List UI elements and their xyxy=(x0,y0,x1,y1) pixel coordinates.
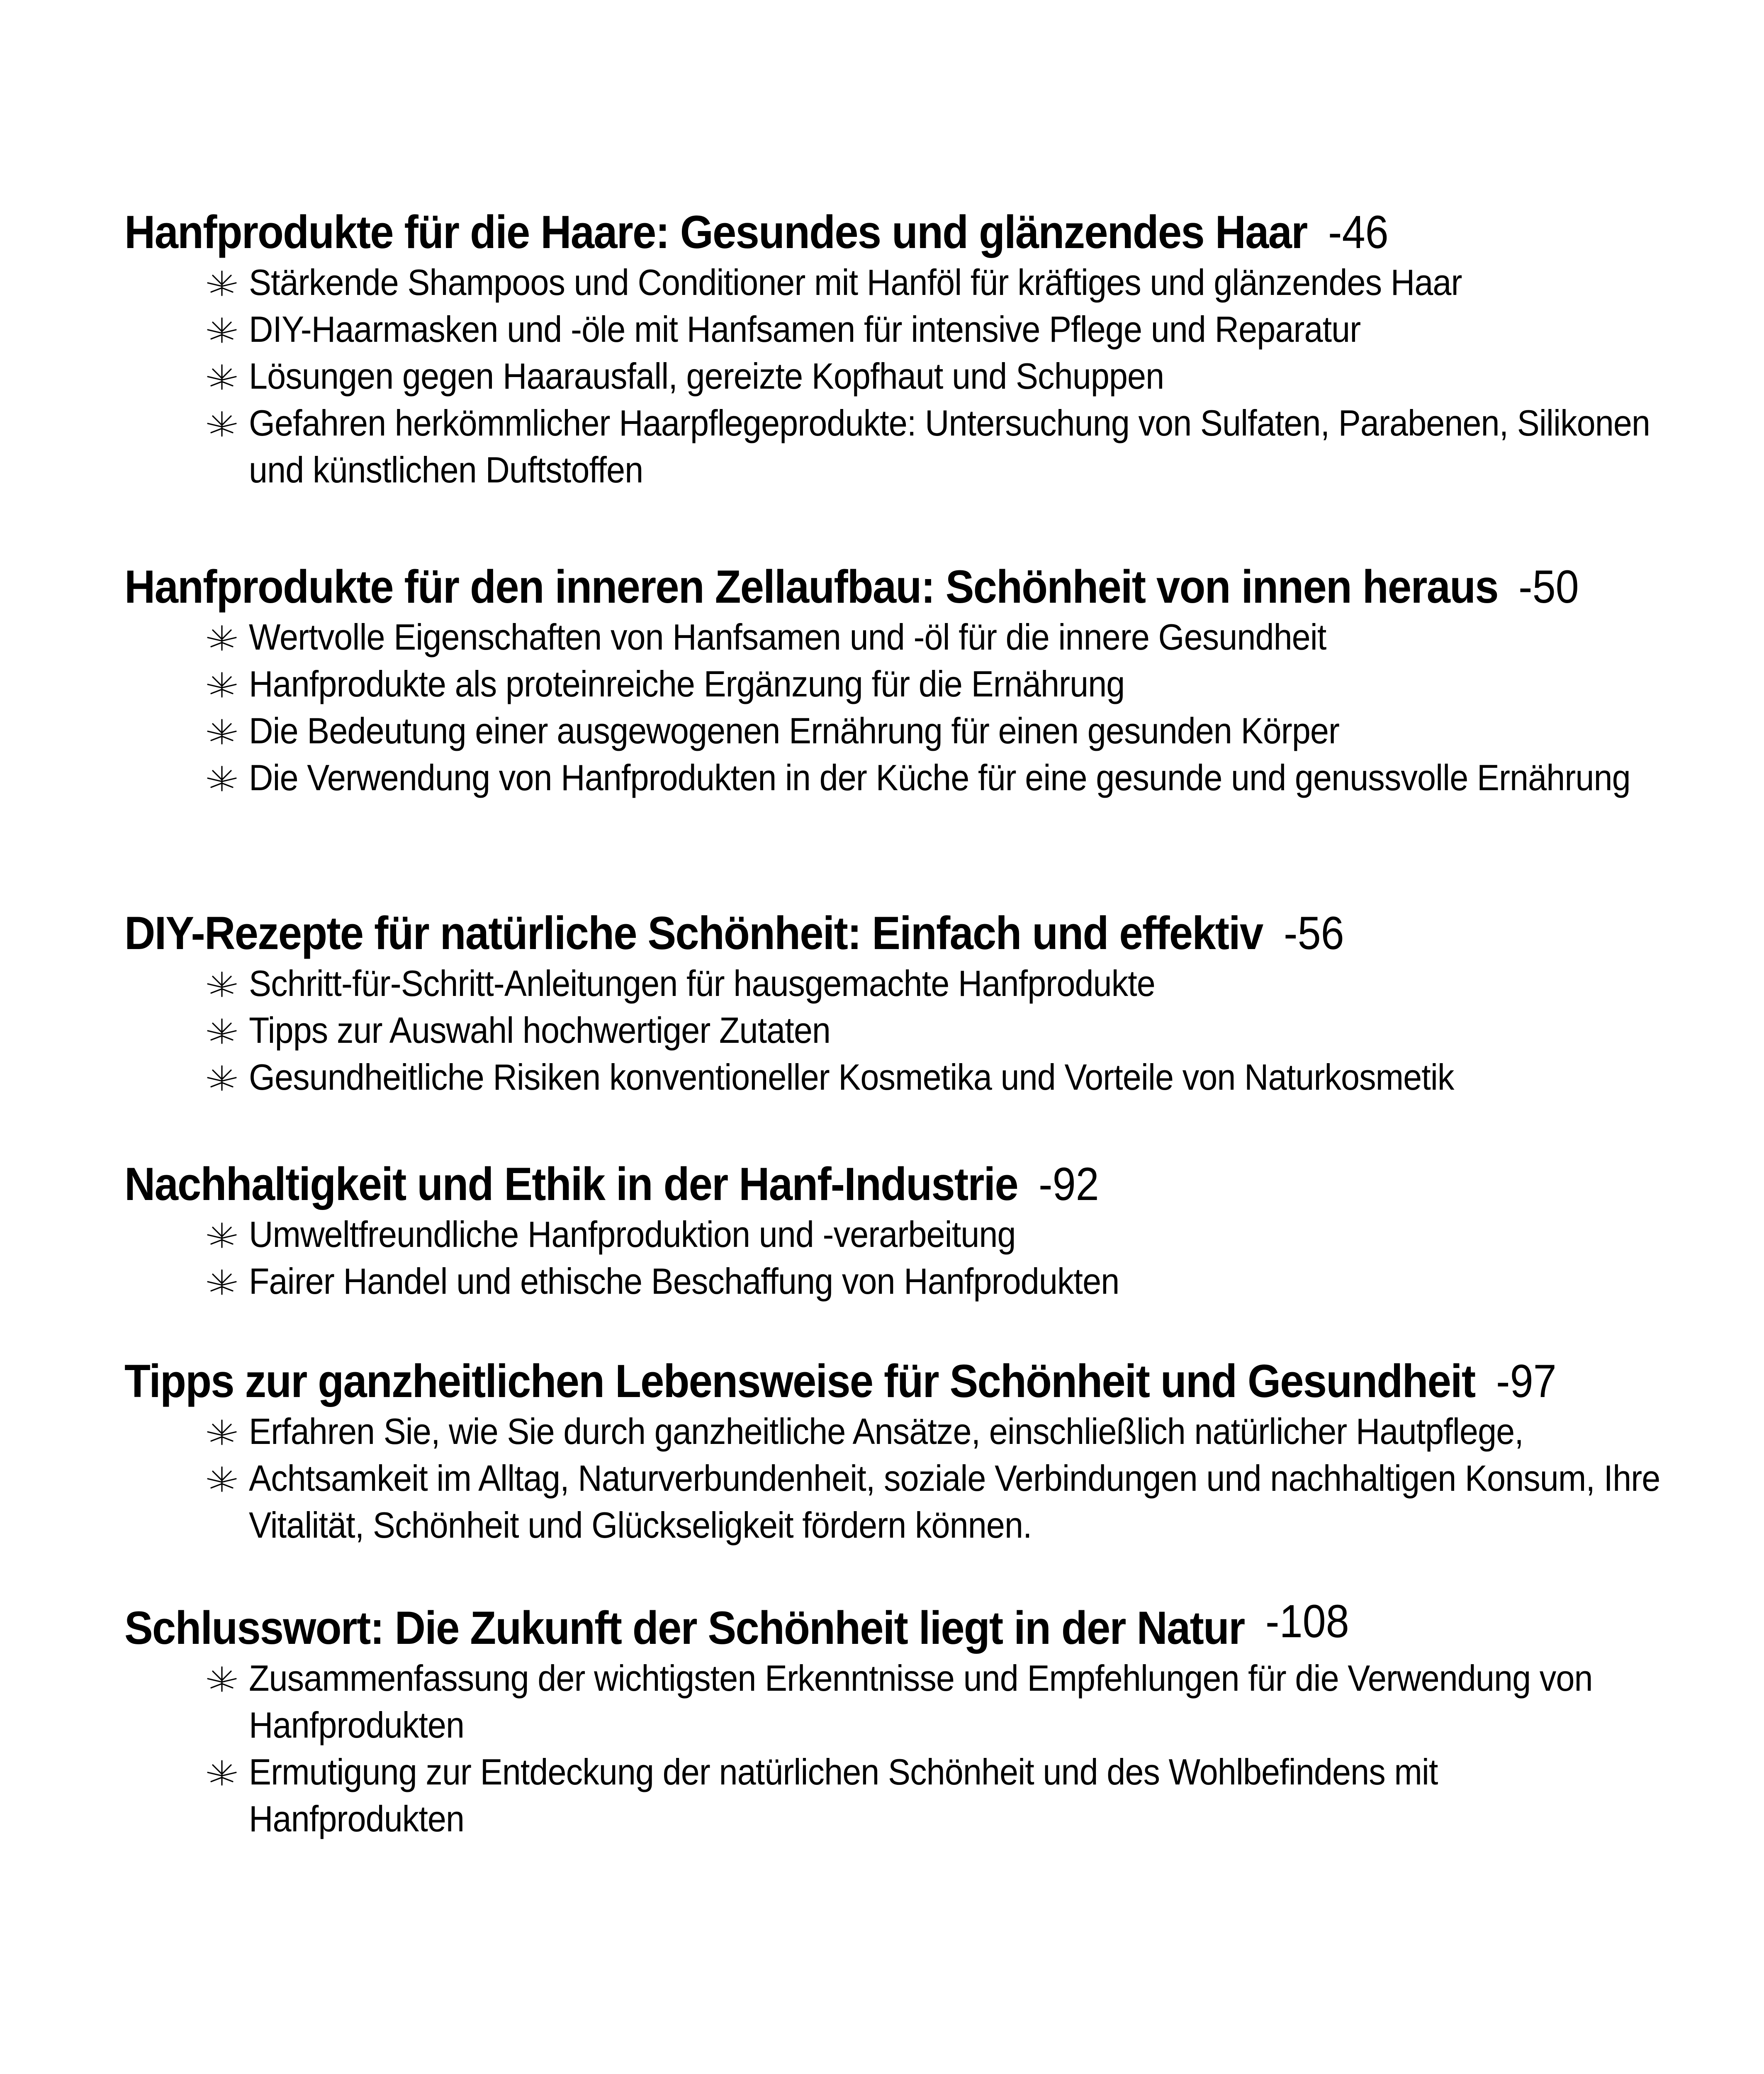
toc-item-text: Fairer Handel und ethische Beschaffung von Hanfprodukten xyxy=(249,1261,1119,1302)
toc-item xyxy=(124,1054,1659,1100)
toc-heading-row xyxy=(124,1157,1659,1211)
toc-item-text: Zusammenfassung der wichtigsten Erkenntnisse und Empfehlungen für die Verwendung von Hanfprodukten xyxy=(249,1658,1593,1745)
toc-item-text: Schritt-für-Schritt-Anleitungen für hausgemachte Hanfprodukte xyxy=(249,963,1155,1004)
toc-item xyxy=(124,399,1659,493)
toc-section xyxy=(124,1354,1659,1548)
toc-item-text: Ermutigung zur Entdeckung der natürlichen Schönheit und des Wohlbefindens mit Hanfprodukten xyxy=(249,1751,1438,1839)
hemp-leaf-icon xyxy=(205,1760,238,1787)
toc-item-text: Wertvolle Eigenschaften von Hanfsamen und -öl für die innere Gesundheit xyxy=(249,616,1326,657)
hemp-leaf-icon xyxy=(205,1269,238,1296)
toc-item xyxy=(124,259,1659,306)
toc-item xyxy=(124,613,1659,660)
toc-item xyxy=(124,306,1659,353)
toc-page-number: -97 xyxy=(1496,1355,1557,1407)
toc-item-text: Gefahren herkömmlicher Haarpflegeprodukte: Untersuchung von Sulfaten, Parabenen, Silikonen und künstlichen Duftstoffen xyxy=(249,402,1650,490)
toc-section xyxy=(124,906,1659,1100)
hemp-leaf-icon xyxy=(205,672,238,699)
toc-section xyxy=(124,1157,1659,1305)
hemp-leaf-icon xyxy=(205,1222,238,1249)
toc-item xyxy=(124,353,1659,399)
hemp-leaf-icon xyxy=(205,625,238,652)
toc-item-list xyxy=(124,259,1659,493)
toc-heading: Schlusswort: Die Zukunft der Schönheit liegt in der Natur xyxy=(124,1602,1245,1654)
hemp-leaf-icon xyxy=(205,1065,238,1092)
toc-heading: DIY-Rezepte für natürliche Schönheit: Einfach und effektiv xyxy=(124,907,1263,959)
toc-heading-row xyxy=(124,205,1659,259)
toc-page-number: -92 xyxy=(1038,1158,1099,1210)
toc-item-list xyxy=(124,1408,1659,1548)
toc-item-text: Stärkende Shampoos und Conditioner mit Hanföl für kräftiges und glänzendes Haar xyxy=(249,262,1462,303)
toc-item-text: Die Verwendung von Hanfprodukten in der Küche für eine gesunde und genussvolle Ernährung xyxy=(249,757,1630,798)
toc-heading: Hanfprodukte für den inneren Zellaufbau: Schönheit von innen heraus xyxy=(124,561,1498,613)
hemp-leaf-icon xyxy=(205,270,238,297)
toc-item-text: Umweltfreundliche Hanfproduktion und -verarbeitung xyxy=(249,1214,1016,1255)
toc-item-text: Hanfprodukte als proteinreiche Ergänzung für die Ernährung xyxy=(249,663,1125,704)
toc-item-list xyxy=(124,960,1659,1100)
hemp-leaf-icon xyxy=(205,1018,238,1045)
toc-item-text: Gesundheitliche Risiken konventioneller Kosmetika und Vorteile von Naturkosmetik xyxy=(249,1056,1454,1098)
toc-page-number: -56 xyxy=(1283,907,1344,959)
toc-section xyxy=(124,560,1659,801)
toc-item-text: Achtsamkeit im Alltag, Naturverbundenheit, soziale Verbindungen und nachhaltigen Konsum, Ihre Vitalität, Schönheit und Glückseligkeit fördern können. xyxy=(249,1458,1660,1546)
toc-item-list xyxy=(124,1655,1659,1842)
toc-item-list xyxy=(124,613,1659,801)
toc-item-text: Die Bedeutung einer ausgewogenen Ernährung für einen gesunden Körper xyxy=(249,710,1340,751)
hemp-leaf-icon xyxy=(205,1466,238,1493)
toc-section xyxy=(124,1595,1659,1842)
toc-item-text: Erfahren Sie, wie Sie durch ganzheitliche Ansätze, einschließlich natürlicher Hautpflege, xyxy=(249,1411,1523,1452)
hemp-leaf-icon xyxy=(205,411,238,438)
hemp-leaf-icon xyxy=(205,1666,238,1693)
toc-heading: Nachhaltigkeit und Ethik in der Hanf-Industrie xyxy=(124,1158,1018,1210)
toc-item xyxy=(124,1748,1659,1842)
toc-item xyxy=(124,754,1659,801)
hemp-leaf-icon xyxy=(205,719,238,745)
toc-item xyxy=(124,960,1659,1007)
toc-item xyxy=(124,1007,1659,1054)
toc-heading-row xyxy=(124,1595,1659,1655)
hemp-leaf-icon xyxy=(205,1419,238,1446)
toc-item xyxy=(124,660,1659,707)
toc-heading-row xyxy=(124,1354,1659,1408)
toc-heading: Hanfprodukte für die Haare: Gesundes und glänzendes Haar xyxy=(124,206,1307,258)
toc-page-number: -50 xyxy=(1518,561,1579,613)
toc-page-number: -46 xyxy=(1328,206,1389,258)
hemp-leaf-icon xyxy=(205,971,238,998)
hemp-leaf-icon xyxy=(205,364,238,391)
toc-heading-row xyxy=(124,906,1659,960)
toc-item-text: Lösungen gegen Haarausfall, gereizte Kopfhaut und Schuppen xyxy=(249,355,1164,397)
toc-heading-row xyxy=(124,560,1659,613)
hemp-leaf-icon xyxy=(205,317,238,344)
toc-item xyxy=(124,707,1659,754)
toc-item-list xyxy=(124,1211,1659,1305)
toc-item xyxy=(124,1455,1659,1548)
toc-heading: Tipps zur ganzheitlichen Lebensweise für Schönheit und Gesundheit xyxy=(124,1355,1475,1407)
toc-item xyxy=(124,1408,1659,1455)
toc-item-text: DIY-Haarmasken und -öle mit Hanfsamen für intensive Pflege und Reparatur xyxy=(249,309,1361,350)
toc-item xyxy=(124,1211,1659,1258)
toc-section xyxy=(124,205,1659,493)
toc-item xyxy=(124,1258,1659,1305)
toc-item-text: Tipps zur Auswahl hochwertiger Zutaten xyxy=(249,1010,831,1051)
hemp-leaf-icon xyxy=(205,766,238,792)
toc-page-number: -108 xyxy=(1265,1595,1349,1647)
toc-item xyxy=(124,1655,1659,1748)
